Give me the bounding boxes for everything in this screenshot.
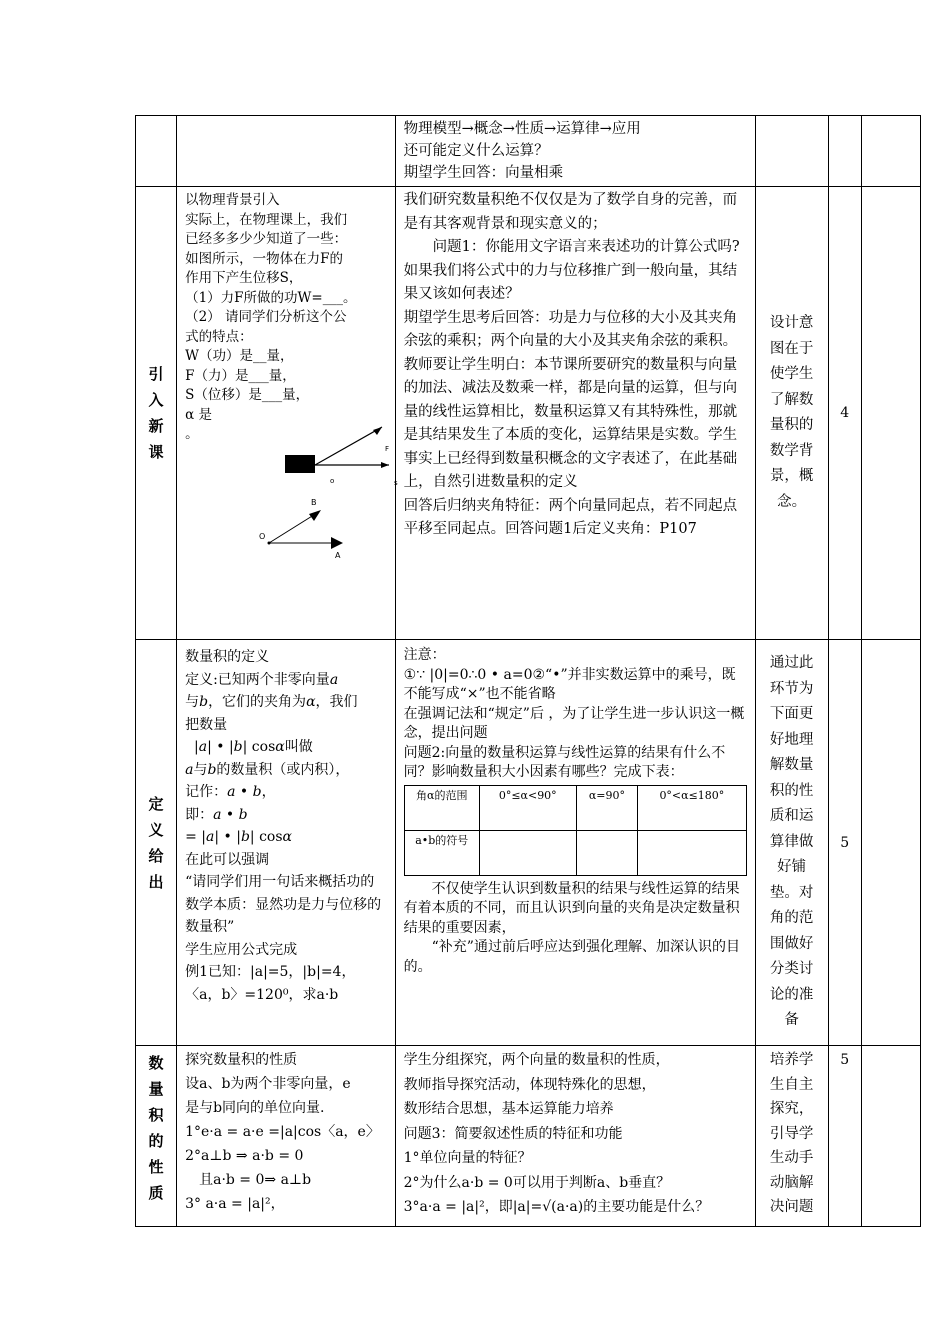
object-block — [285, 455, 315, 473]
design-intent-cell: 培养学生自主探究，引导学生动手动脑解决问题 — [755, 1046, 828, 1227]
vector-angle-figure — [207, 497, 407, 572]
process-cell: 我们研究数量积绝不仅仅是为了数学自身的完善，而是有其客观背景和现实意义的； 问题1：你能用文字语言来表述功的计算公式吗?如果我们将公式中的力与位移推广到一般向量，其结果又该如何表述？ 期望学生思考后回答：功是力与位移的大小及其夹角余弦的乘积；两个向量的大小及其夹角余弦的乘积。 教师要让学生明白：本节课所要研究的数量积与向量的加法、减法及数乘一样，都是向量的运算，但与向量的线性运算相比，数量积运算又有其特殊性，那就是其结果发生了本质的变化，运算结果是实数。学生事实上已经得到数量积概念的文字表述了，在此基础上，自然引进数量积的定义 回答后归纳夹角特征：两个向量同起点，若不同起点平移至同起点。回答问题1后定义夹角：P107 — [395, 187, 755, 640]
svg-text:s: s — [394, 478, 398, 487]
stage-label: 数 量 积 的 性 质 — [136, 1046, 177, 1227]
table-row — [136, 1046, 921, 1227]
time-cell: 5 — [828, 640, 861, 1046]
table-row — [136, 640, 921, 1046]
lesson-plan-table — [135, 115, 921, 1227]
svg-text:A: A — [335, 550, 341, 560]
content-cell: 探究数量积的性质 设a、b为两个非零向量，e 是与b同向的单位向量. 1°e·a = a·e =|a|cos〈a，e〉 2°a⊥b ⇒ a·b = 0 且a·b = 0⇒ a⊥b 3° a·a = |a|²， — [177, 1046, 396, 1227]
process-cell: 注意： ①∵ |0|=0∴0 • a=0②“•”并非实数运算中的乘号，既不能写成“×”也不能省略 在强调记法和“规定”后 ，为了让学生进一步认识这一概念，提出问题 问题2:向量的数量积运算与线性运算的结果有什么不同？影响数量积大小因素有哪些？完成下表： 角α的范围 0°≤α<90° α=90° 0°<α≤180° a•b的符号 不仅使学生认识到数量积的结果与线性运算的结果有着本质的不同，而且认识到向量的夹角是决定数量积结果的重要因素， “补充”通过前后呼应达到强化理解、加深认识的目的。 — [395, 640, 755, 1046]
stage-label: 引 入 新 课 — [136, 187, 177, 640]
table-row — [136, 187, 921, 640]
table-row — [136, 116, 921, 187]
content-cell: 以物理背景引入 实际上，在物理课上，我们 已经多多少少知道了一些： 如图所示，一物体在力F的 作用下产生位移S， （1）力F所做的功W=___。 （2） 请同学们分析这个公 式的特点： W（功）是__量， F（力）是___量， S（位移）是___量， α 是 。 F o s O B A — [177, 187, 396, 640]
force-displacement-figure — [207, 425, 407, 495]
force-arrow — [315, 427, 382, 465]
time-cell: 5 — [828, 1046, 861, 1227]
process-cell: 物理模型→概念→性质→运算律→应用 还可能定义什么运算？ 期望学生回答：向量相乘 — [395, 116, 755, 187]
time-cell: 4 — [828, 187, 861, 640]
design-intent-cell: 设计意图在于使学生了解数量积的数学背景，概念。 — [755, 187, 828, 640]
svg-text:o: o — [330, 476, 335, 485]
angle-sign-table: 角α的范围 0°≤α<90° α=90° 0°<α≤180° a•b的符号 — [404, 785, 747, 876]
content-cell: 数量积的定义 定义:已知两个非零向量a 与b，它们的夹角为α，我们 把数量 |a| • |b| cosα叫做 a与b的数量积（或内积）， 记作：a • b， 即：a • b = |a| • |b| cosα 在此可以强调 “请同学们用一句话来概括功的数学本质：显然功是力与位移的数量积” 学生应用公式完成 例1已知：|a|=5，|b|=4， 〈a，b〉=120⁰，求a·b — [177, 640, 396, 1046]
process-cell: 学生分组探究，两个向量的数量积的性质， 教师指导探究活动，体现特殊化的思想， 数形结合思想，基本运算能力培养 问题3：简要叙述性质的特征和功能 1°单位向量的特征？ 2°为什么a·b = 0可以用于判断a、b垂直？ 3°a·a = |a|²，即|a|=√(a·a)的主要功能是什么？ — [395, 1046, 755, 1227]
stage-label: 定 义 给 出 — [136, 640, 177, 1046]
design-intent-cell: 通过此环节为下面更好地理解数量积的性质和运算律做好铺垫。对角的范围做好分类讨论的准备 — [755, 640, 828, 1046]
svg-text:F: F — [385, 444, 390, 453]
svg-text:B: B — [311, 497, 317, 507]
svg-text:O: O — [259, 531, 266, 541]
